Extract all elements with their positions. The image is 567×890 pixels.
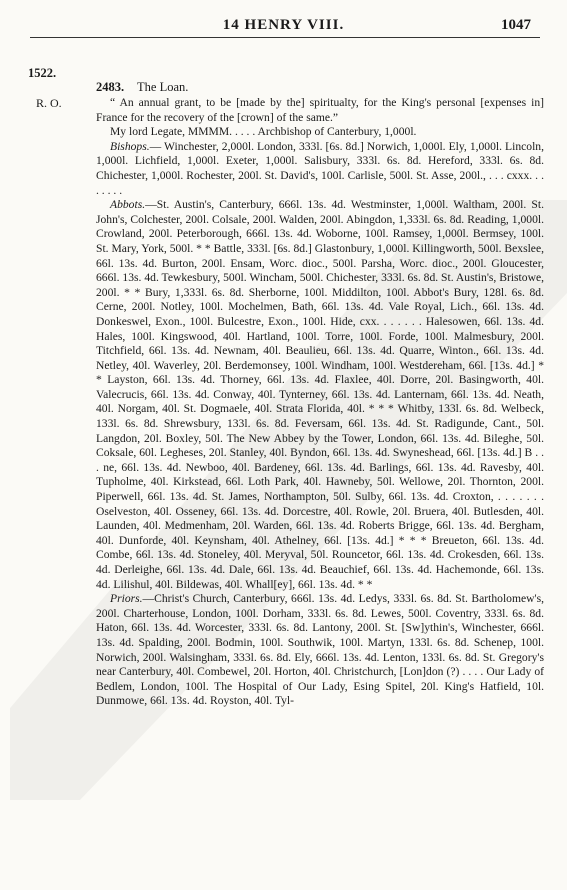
paragraph-bishops bbox=[96, 140, 544, 198]
entry-body bbox=[96, 96, 544, 709]
paragraph-label: Bishops. bbox=[110, 139, 150, 153]
margin-source: R. O. bbox=[36, 96, 62, 110]
entry-heading bbox=[96, 80, 188, 95]
paragraph-grant bbox=[96, 96, 544, 125]
paragraph-label: Priors. bbox=[110, 592, 143, 606]
running-title: 14 HENRY VIII. bbox=[222, 17, 345, 33]
paragraph-label: Abbots. bbox=[110, 198, 146, 212]
entry-number: 2483. bbox=[96, 80, 125, 94]
paragraph-priors bbox=[96, 592, 544, 709]
margin-year: 1522. bbox=[28, 66, 57, 80]
paragraph-legate bbox=[96, 125, 544, 140]
header-rule bbox=[30, 37, 540, 38]
paragraph-text: “ An annual grant, to be [made by the] spiritualty, for the King's personal [expenses in] France for the recovery of the [crown] of the same.” bbox=[96, 96, 544, 124]
paragraph-text: — Winchester, 2,000l. London, 333l. [6s. 8d.] Norwich, 1,000l. Ely, 1,000l. Lincoln, 1,000l. Lichfield, 1,000l. Exeter, 1,000l. Salisbury, 333l. 6s. 8d. Hereford, 333l. 6s. 8d. Chichester, 1,000l. Rochester, 200l. St. David's, 100l. Carlisle, 500l. St. Asse, 200l., . . . cxxx. . . . . . . . bbox=[96, 139, 544, 197]
entry-title: The Loan. bbox=[137, 80, 189, 94]
paragraph-text: My lord Legate, MMMM. . . . . Archbishop of Canterbury, 1,000l. bbox=[110, 125, 417, 139]
page-number: 1047 bbox=[501, 17, 531, 33]
paragraph-abbots bbox=[96, 198, 544, 592]
paragraph-text: —Christ's Church, Canterbury, 666l. 13s. 4d. Ledys, 333l. 6s. 8d. St. Bartholomew's, 200l. Charterhouse, London, 100l. Dorham, 333l. 6s. 8d. Lewes, 500l. Coventry, 333l. 6s. 8d. Haton, 66l. 13s. 4d. Worcester, 333l. 6s. 8d. Lantony, 200l. St. [Sw]ythin's, Winchester, 666l. 13s. 4d. Spalding, 200l. Bodmin, 100l. Southwik, 100l. Martyn, 133l. 6s. 8d. Schenep, 100l. Norwich, 200l. Walsingham, 333l. 6s. 8d. Ely, 666l. 13s. 4d. Lenton, 133l. 6s. 8d. St. Gregory's near Canterbury, 40l. Combewel, 20l. Horton, 40l. Christchurch, [Lon]don (?) . . . . Our Lady of Bedlem, London, 100l. The Hospital of Our Lady, Esing Spitel, 20l. King's Hatfield, 10l. Dunmowe, 66l. 13s. 4d. Royston, 40l. Tyl- bbox=[96, 592, 544, 708]
paragraph-text: —St. Austin's, Canterbury, 666l. 13s. 4d. Westminster, 1,000l. Waltham, 200l. St. John's, Colchester, 200l. Colsale, 200l. Walden, 200l. Abingdon, 1,333l. 6s. 8d. Reading, 1,000l. Crowland, 200l. Peterborough, 666l. 13s. 4d. Woborne, 100l. Ramsey, 1,000l. Bermsey, 100l. St. Mary, York, 500l. * * Battle, 333l. [6s. 8d.] Glastonbury, 1,000l. Killingworth, 500l. Bexslee, 66l. 13s. 4d. Burton, 200l. Ensam, Worc. dioc., 500l. Parsha, Worc. dioc., 200l. Gloucester, 666l. 13s. 4d. Tewkesbury, 500l. Wincham, 500l. Chichester, 333l. 6s. 8d. St. Austin's, Bristowe, 200l. * * Bury, 1,333l. 6s. 8d. Sherborne, 100l. Middilton, 100l. Abbot's Bury, 128l. 6s. 8d. Cerne, 200l. Notley, 100l. Mochelmen, Bath, 66l. 13s. 4d. Vale Royal, Lich., 66l. 13s. 4d. Donkeswel, Exon., 100l. Bulcestre, Exon., 100l. Hide, cxx. . . . . . . Halesowen, 66l. 13s. 4d. Hales, 100l. Kingswood, 40l. Hartland, 100l. Torre, 100l. Forde, 100l. Malmesbury, 200l. Titchfield, 66l. 13s. 4d. Newnam, 40l. Beaulieu, 66l. 13s. 4d. Quarre, Winton., 66l. 13s. 4d. Netley, 40l. Waverley, 20l. Berdemonsey, 100l. Windham, 100l. Westdereham, 66l. [13s. 4d.] * * Layston, 66l. 13s. 4d. Thorney, 66l. 13s. 4d. Flaxlee, 40l. Dorre, 20l. Basingworth, 40l. Valecrucis, 66l. 13s. 4d. Conway, 40l. Tynterney, 66l. 13s. 4d. Lanternam, 66l. 13s. 4d. Neath, 40l. Norgam, 40l. St. Dogmaele, 40l. Strata Florida, 40l. * * * Whitby, 133l. 6s. 8d. Welbeck, 133l. 6s. 8d. Shrewsbury, 133l. 6s. 8d. Feversam, 66l. 13s. 4d. St. Radigunde, Cant., 50l. Langdon, 20l. Boxley, 50l. The New Abbey by the Tower, London, 66l. 13s. 4d. Bileghe, 50l. Coksale, 60l. Legheses, 20l. Stanley, 40l. Byndon, 66l. 13s. 4d. Swyneshead, 66l. [13s. 4d.] B . . . ne, 66l. 13s. 4d. Newboo, 40l. Bardeney, 66l. 13s. 4d. Barlings, 66l. 13s. 4d. Ravesby, 40l. Tupholme, 40l. Kirkstead, 66l. Loth Park, 40l. Hawneby, 50l. Wellowe, 20l. Thornton, 200l. Piperwell, 66l. 13s. 4d. St. James, Northampton, 50l. Sulby, 66l. 13s. 4d. Croxton, . . . . . . . Oselveston, 40l. Osseney, 66l. 13s. 4d. Dorcestre, 40l. Rowle, 20l. Bruera, 40l. Butlesden, 40l. Launden, 40l. Medmenham, 20l. Warden, 66l. 13s. 4d. Roberts Brigge, 66l. 13s. 4d. Bergham, 40l. Dunforde, 40l. Keynsham, 40l. Athelney, 66l. [13s. 4d.] * * * Breueton, 66l. 13s. 4d. Combe, 66l. 13s. 4d. Stoneley, 40l. Meryval, 50l. Rouncetor, 66l. 13s. 4d. Crokesden, 66l. 13s. 4d. Derleighe, 66l. 13s. 4d. Dale, 66l. 13s. 4d. Beauchief, 66l. 13s. 4d. Hachemonde, 66l. 13s. 4d. Lilishul, 40l. Bildewas, 40l. Whall[ey], 66l. 13s. 4d. * * bbox=[96, 198, 544, 591]
page-header bbox=[0, 14, 567, 36]
